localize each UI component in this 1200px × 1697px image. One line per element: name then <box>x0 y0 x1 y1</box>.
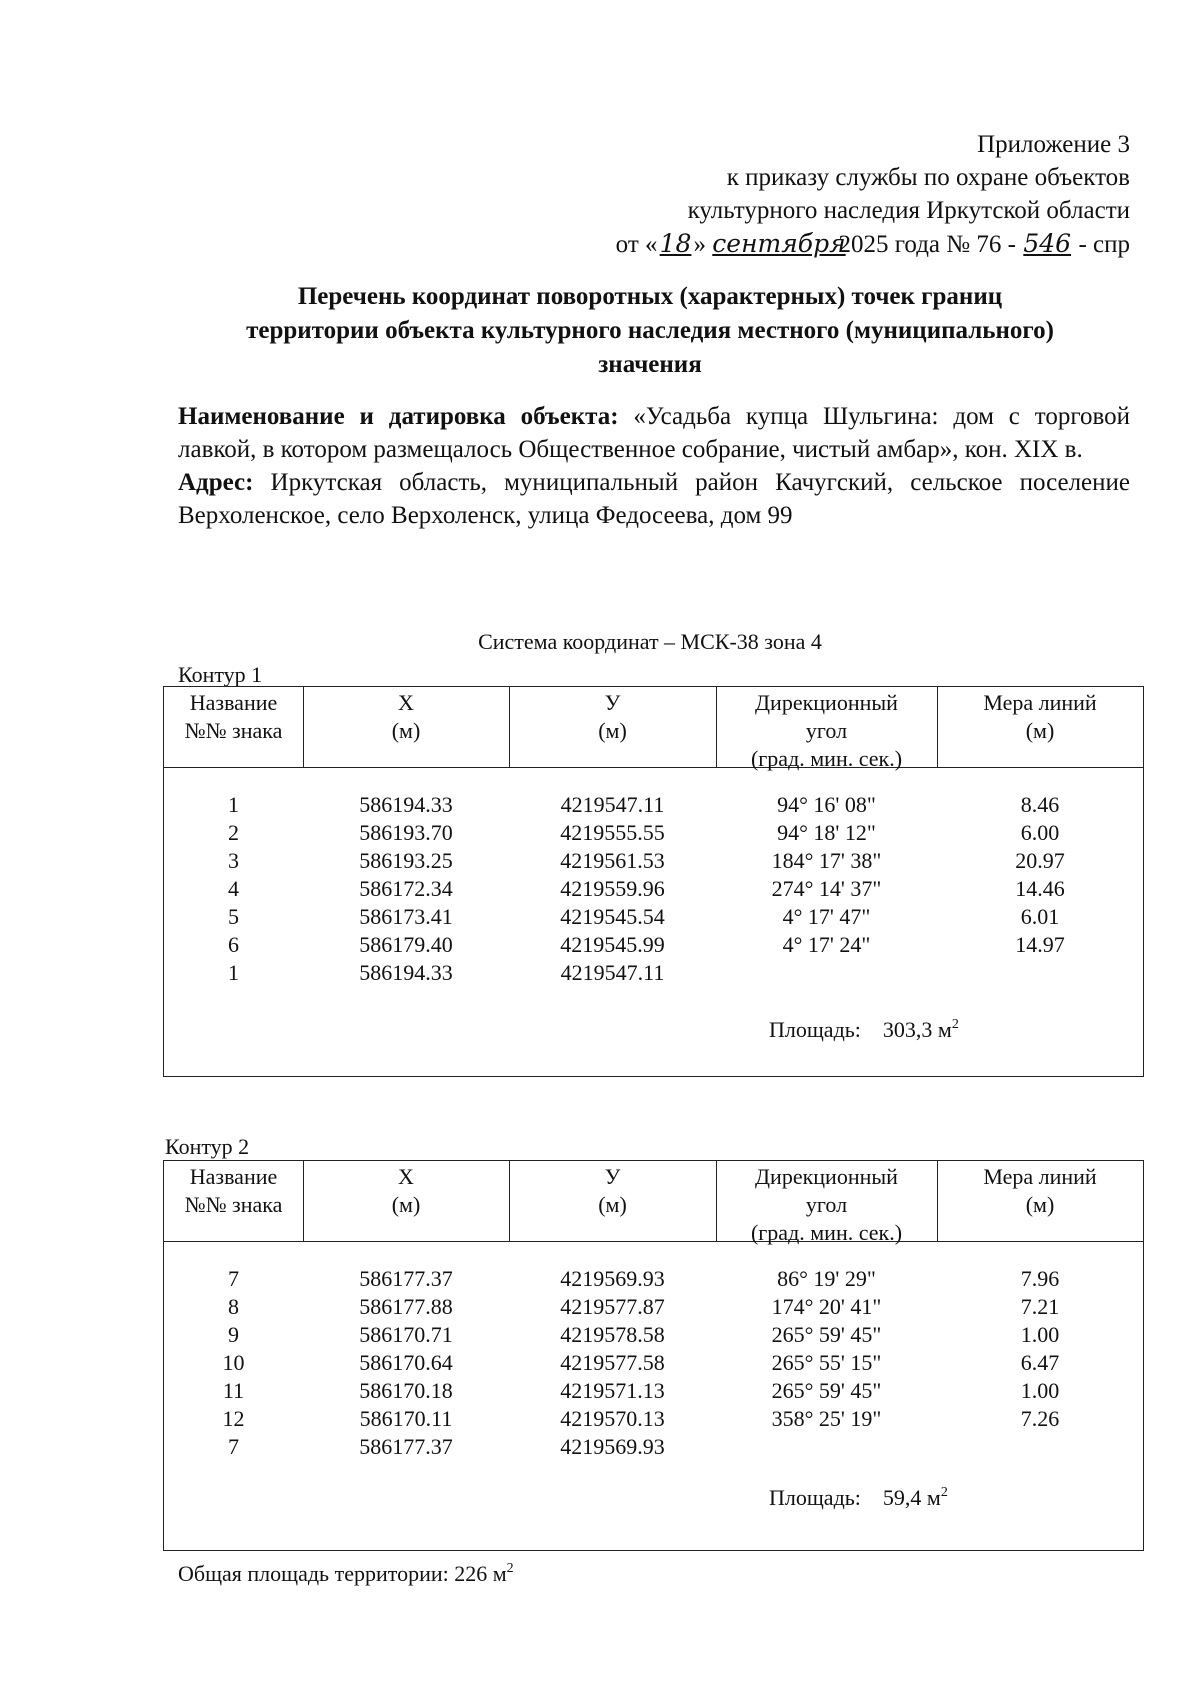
y-coordinate: 4219559.96 <box>560 876 665 901</box>
line-length: 7.21 <box>1020 1294 1060 1319</box>
table-row <box>164 1349 1143 1377</box>
y-coordinate: 4219545.54 <box>560 904 665 929</box>
document-title: Перечень координат поворотных (характерных) точек границ территории объекта культурного наследия местного (муниципального) значения <box>246 283 1054 378</box>
header-point-name: Название №№ знака <box>184 690 283 743</box>
table-divider <box>509 687 510 767</box>
y-coordinate: 4219569.93 <box>560 1434 665 1459</box>
header-length: Мера линий (м) <box>983 1164 1097 1217</box>
point-number: 9 <box>228 1322 239 1347</box>
y-coordinate: 4219547.11 <box>560 960 665 985</box>
x-coordinate: 586172.34 <box>359 876 453 901</box>
x-coordinate: 586179.40 <box>359 932 453 957</box>
bearing-angle: 358° 25' 19" <box>771 1406 882 1431</box>
bearing-angle: 174° 20' 41" <box>771 1294 882 1319</box>
line-length: 6.01 <box>1020 904 1060 929</box>
point-number: 1 <box>228 792 239 817</box>
line-length: 1.00 <box>1020 1378 1060 1403</box>
date-day-handwritten: 18 <box>659 229 692 258</box>
x-coordinate: 586170.64 <box>359 1350 453 1375</box>
table-divider <box>509 1161 510 1241</box>
appendix-label: Приложение 3 <box>977 131 1130 158</box>
contour-2-table <box>163 1160 1144 1551</box>
y-coordinate: 4219578.58 <box>560 1322 665 1347</box>
y-coordinate: 4219547.11 <box>560 792 665 817</box>
agency-line: культурного наследия Иркутской области <box>687 197 1130 224</box>
table-divider <box>303 1161 304 1241</box>
table-divider <box>937 687 938 767</box>
bearing-angle: 4° 17' 24" <box>782 932 871 957</box>
y-coordinate: 4219561.53 <box>560 848 665 873</box>
line-length: 8.46 <box>1020 792 1060 817</box>
table-divider <box>303 687 304 767</box>
table-divider <box>716 1161 717 1241</box>
line-length: 14.46 <box>1015 876 1065 901</box>
x-coordinate: 586177.37 <box>359 1266 453 1291</box>
bearing-angle: 94° 18' 12" <box>777 820 876 845</box>
point-number: 8 <box>228 1294 239 1319</box>
x-coordinate: 586170.71 <box>359 1322 453 1347</box>
bearing-angle: 4° 17' 47" <box>782 904 871 929</box>
x-coordinate: 586170.11 <box>359 1406 453 1431</box>
table-row <box>164 1405 1143 1433</box>
table-row <box>164 847 1143 875</box>
order-number-handwritten: 546 <box>1023 229 1072 258</box>
bearing-angle: 265° 55' 15" <box>771 1350 882 1375</box>
total-area: Общая площадь территории: 226 $м^2$ <box>178 1561 514 1586</box>
table-row <box>164 1293 1143 1321</box>
object-name: Наименование и датировка объекта: «Усадьба купца Шульгина: дом с торговой лавкой, в котором размещалось Общественное собрание, чистый амбар», кон. XIX в. <box>178 403 1130 463</box>
table-row <box>164 903 1143 931</box>
object-address: Адрес: Иркутская область, муниципальный район Качугский, сельское поселение Верхоленское, село Верхоленск, улица Федосеева, дом 99 <box>178 469 1131 529</box>
line-length: 7.96 <box>1020 1266 1060 1291</box>
point-number: 7 <box>228 1434 239 1459</box>
x-coordinate: 586177.88 <box>359 1294 453 1319</box>
header-x: X (м) <box>391 1164 421 1217</box>
table-divider <box>937 1161 938 1241</box>
line-length: 20.97 <box>1015 848 1065 873</box>
contour-area: Площадь: 303,3 $м^2$ <box>769 1017 959 1042</box>
contour-1-table <box>163 686 1144 1077</box>
contour-2-label: Контур 2 <box>165 1134 250 1159</box>
point-number: 10 <box>222 1350 245 1375</box>
table-header <box>164 1161 1143 1245</box>
x-coordinate: 586194.33 <box>359 792 453 817</box>
point-number: 1 <box>228 960 239 985</box>
table-row <box>164 1377 1143 1405</box>
y-coordinate: 4219577.87 <box>560 1294 665 1319</box>
header-length: Мера линий (м) <box>983 690 1097 743</box>
point-number: 12 <box>222 1406 245 1431</box>
point-number: 2 <box>228 820 239 845</box>
table-row <box>164 875 1143 903</box>
order-date-line: от «18» сентября 2025 года № 76 - 546 - спр <box>615 229 1130 258</box>
table-header <box>164 687 1143 771</box>
table-row <box>164 1265 1143 1293</box>
x-coordinate: 586177.37 <box>359 1434 453 1459</box>
bearing-angle: 274° 14' 37" <box>771 876 882 901</box>
header-bearing: Дирекционный угол (град. мин. сек.) <box>750 1164 903 1245</box>
point-number: 4 <box>228 876 239 901</box>
line-length: 14.97 <box>1015 932 1065 957</box>
contour-area: Площадь: 59,4 $м^2$ <box>769 1485 948 1510</box>
order-reference-line: к приказу службы по охране объектов <box>726 164 1130 191</box>
y-coordinate: 4219577.58 <box>560 1350 665 1375</box>
table-row <box>164 931 1143 959</box>
point-number: 5 <box>228 904 239 929</box>
object-description <box>178 400 1130 532</box>
header-point-name: Название №№ знака <box>184 1164 283 1217</box>
line-length: 1.00 <box>1020 1322 1060 1347</box>
x-coordinate: 586193.25 <box>359 848 453 873</box>
header-bearing: Дирекционный угол (град. мин. сек.) <box>750 690 903 771</box>
x-coordinate: 586170.18 <box>359 1378 453 1403</box>
table-row <box>164 1433 1143 1461</box>
date-month-handwritten: сентября <box>712 229 846 258</box>
line-length: 6.00 <box>1020 820 1060 845</box>
table-row <box>164 959 1143 987</box>
table-body <box>164 1265 1143 1461</box>
x-coordinate: 586194.33 <box>359 960 453 985</box>
header-x: X (м) <box>391 690 421 743</box>
y-coordinate: 4219545.99 <box>560 932 665 957</box>
contour-1-label: Контур 1 <box>178 662 263 687</box>
x-coordinate: 586193.70 <box>359 820 453 845</box>
line-length: 7.26 <box>1020 1406 1060 1431</box>
point-number: 6 <box>228 932 239 957</box>
bearing-angle: 184° 17' 38" <box>771 848 882 873</box>
table-row <box>164 1321 1143 1349</box>
coordinate-system: Система координат – МСК-38 зона 4 <box>478 629 822 654</box>
y-coordinate: 4219570.13 <box>560 1406 665 1431</box>
table-body <box>164 791 1143 987</box>
y-coordinate: 4219571.13 <box>560 1378 665 1403</box>
point-number: 11 <box>222 1378 245 1403</box>
y-coordinate: 4219555.55 <box>560 820 665 845</box>
bearing-angle: 265° 59' 45" <box>771 1378 882 1403</box>
header-y: У (м) <box>598 690 627 743</box>
table-divider <box>716 687 717 767</box>
line-length: 6.47 <box>1020 1350 1060 1375</box>
point-number: 7 <box>228 1266 239 1291</box>
table-row <box>164 791 1143 819</box>
bearing-angle: 94° 16' 08" <box>777 792 876 817</box>
x-coordinate: 586173.41 <box>359 904 453 929</box>
bearing-angle: 265° 59' 45" <box>771 1322 882 1347</box>
point-number: 3 <box>228 848 239 873</box>
header-y: У (м) <box>598 1164 627 1217</box>
table-row <box>164 819 1143 847</box>
bearing-angle: 86° 19' 29" <box>777 1266 876 1291</box>
document-header <box>616 128 1130 261</box>
y-coordinate: 4219569.93 <box>560 1266 665 1291</box>
